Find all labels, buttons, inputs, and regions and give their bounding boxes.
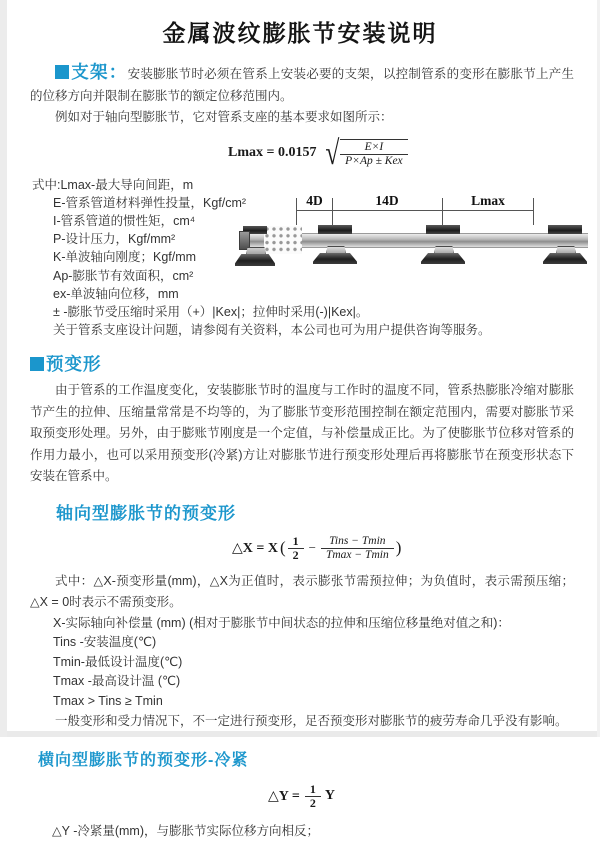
definition-line: E-管系管道材料弹性投量，Kgf/cm² — [53, 195, 247, 210]
definition-line: ex-单波轴向位移，mm — [53, 286, 179, 301]
fraction-numerator: Tins − Tmin — [321, 535, 394, 549]
axial-note-line: Tmin-最低设计温度(℃) — [53, 654, 183, 669]
dimension-label-4d: 4D — [306, 193, 323, 208]
dimension-label-14d: 14D — [375, 193, 399, 208]
support-base — [421, 253, 465, 264]
anchor-base — [235, 254, 275, 266]
section-square-icon — [30, 357, 44, 371]
formula-lhs: Lmax = 0.0157 — [228, 145, 317, 160]
lateral-formula — [268, 783, 600, 810]
support-clamp — [318, 225, 352, 234]
fraction-denominator: 2 — [309, 795, 316, 810]
pipe-anchor — [238, 225, 274, 269]
pipe-guide-support — [541, 225, 589, 267]
formula-fraction — [288, 535, 304, 562]
definition-line: K-单波轴向刚度；Kgf/mm — [53, 250, 197, 265]
axial-note-line: Tmax -最高设计温 (℃) — [53, 674, 181, 689]
definition-line: P-设计压力，Kgf/mm² — [53, 232, 176, 247]
lateral-note: △Y -冷紧量(mm)，与膨胀节实际位移方向相反； — [52, 823, 320, 838]
axial-formula — [232, 535, 600, 562]
predeform-section-heading — [30, 351, 600, 376]
lateral-subsection-heading: 横向型膨胀节的预变形-冷紧 — [38, 751, 249, 769]
support-base — [313, 253, 357, 264]
definition-line: ± -膨胀节受压缩时采用（+）|Kex|；拉伸时采用(-)|Kex|。 — [53, 304, 369, 319]
formula-fraction — [321, 535, 394, 562]
anchor-neck — [246, 247, 266, 255]
predeform-paragraph: 由于管系的工作温度变化，安装膨胀节时的温度与工作时的温度不同，管系热膨胀冷缩对膨胀节产生的拉伸、压缩量常常是不均等的，为了膨胀节变形范围控制在额定范围内，需要对膨胀节采取预变形处理。另外，由于膨账节刚度是一个定值，与补偿量成正比。为了使膨胀节位移对管系的作用力最小，也可以采用预变形(冷紧)方让对膨胀节进行预变形处理后再将膨胀节在预变形状态下安装在管系中。 — [30, 383, 574, 484]
fraction-denominator: 2 — [292, 547, 299, 562]
support-neck — [434, 246, 454, 254]
definition-line: I-管系管道的惯性矩，cm⁴ — [53, 213, 196, 228]
pipe-guide-support — [311, 225, 359, 267]
axial-note-main: 式中：△X-预变形量(mm)，△X为正值时，表示膨张节需预拉伸；为负值时，表示需预压缩；△X = 0时表示不需预变形。 — [30, 573, 574, 610]
support-neck — [556, 246, 576, 254]
support-neck — [326, 246, 346, 254]
support-intro-text: 安装膨胀节时必须在管系上安装必要的支架，以控制管系的变形在膨胀节上产生的位移方向并限制在膨胀节的额定位移范围内。 — [30, 67, 574, 103]
dimension-label-lmax: Lmax — [471, 193, 505, 208]
page-title: 金属波纹膨胀节安装说明 — [162, 20, 438, 46]
definition-line: Ap-膨胀节有效面积，cm² — [53, 268, 194, 283]
axial-subsection-heading: 轴向型膨胀节的预变形 — [56, 503, 236, 523]
open-paren: ( — [279, 538, 286, 558]
section-square-icon — [55, 65, 69, 79]
pipe-guide-support — [419, 225, 467, 267]
predeform-heading-text: 预变形 — [46, 354, 102, 375]
support-base — [543, 253, 587, 264]
formula-lhs: △X = X — [232, 540, 278, 556]
axial-note-line: X-实际轴向补偿量 (mm) (相对于膨胀节中间状态的拉伸和压缩位移量绝对值之和)： — [53, 615, 510, 630]
support-section-heading: 支架： — [71, 62, 128, 82]
lmax-formula — [228, 135, 600, 172]
support-clamp — [548, 225, 582, 234]
fraction-denominator: P×Ap ± Kex — [345, 154, 403, 167]
minus-operator: − — [308, 540, 316, 556]
support-example-line: 例如对于轴向型膨胀节，它对管系支座的基本要求如图所示： — [55, 110, 393, 124]
definition-line: 关于管系支座设计问题，请参阅有关资料，本公司也可为用户提供咨询等服务。 — [53, 323, 491, 338]
close-paren: ) — [395, 538, 402, 558]
axial-note-line: Tmax > Tins ≥ Tmin — [53, 693, 163, 708]
fraction-denominator: Tmax − Tmin — [325, 548, 389, 561]
fraction-numerator: 1 — [288, 535, 304, 549]
fraction-numerator: E×I — [340, 141, 408, 155]
support-clamp — [426, 225, 460, 234]
fraction-numerator: 1 — [305, 783, 321, 797]
formula-fraction — [340, 139, 408, 168]
square-root-icon: √ — [325, 135, 340, 172]
definition-line: 式中:Lmax-最大导向间距，m — [32, 177, 194, 192]
formula-fraction — [305, 783, 321, 810]
formula-rhs: Y — [324, 788, 335, 804]
support-intro-paragraph — [30, 62, 574, 107]
axial-note-final: 一般变形和受力情况下，不一定进行预变形，足否预变形对膨胀节的疲劳寿命几乎没有影响。 — [55, 714, 568, 729]
axial-note-line: Tins -安装温度(℃) — [53, 635, 157, 650]
formula-lhs: △Y = — [268, 788, 300, 804]
pipe-support-spacing-diagram — [238, 190, 590, 290]
